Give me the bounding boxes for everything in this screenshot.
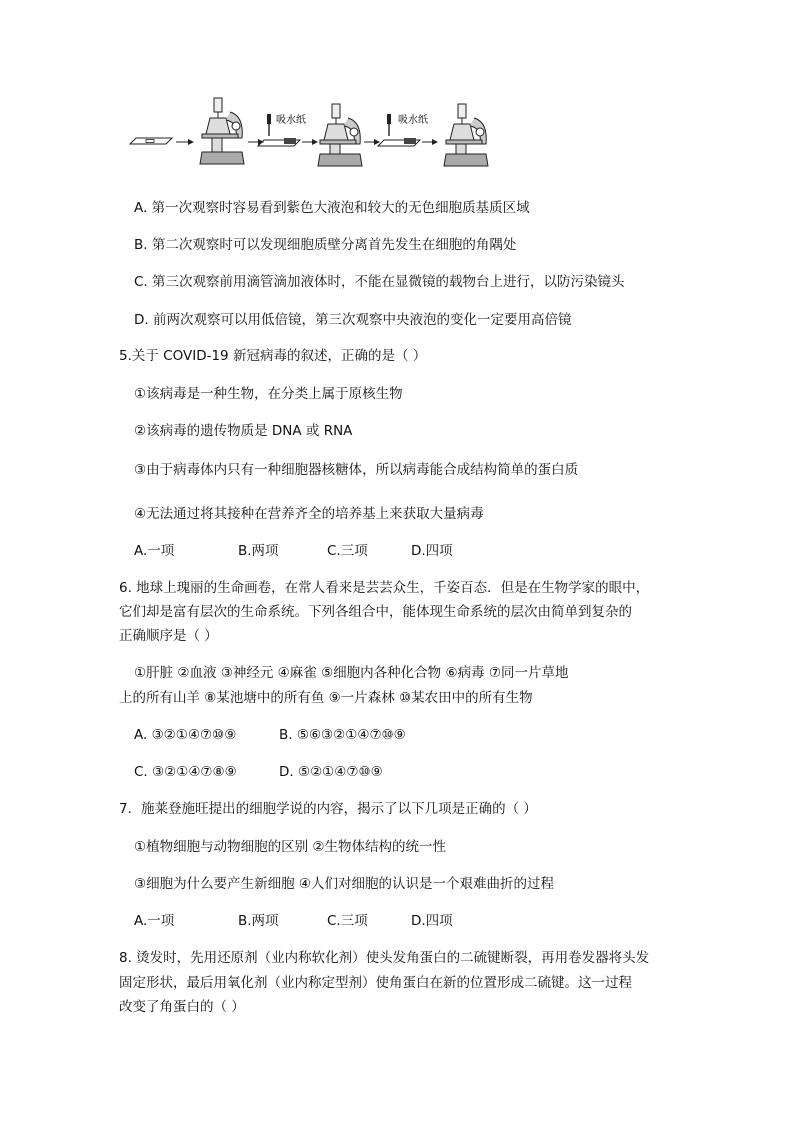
q7-option-b: B.两项 [238, 913, 279, 929]
arrow-icon [176, 139, 194, 145]
microscope-icon [318, 104, 362, 166]
dropper-icon [387, 114, 391, 136]
q6-option-c: C. ③②①④⑦⑧⑨ [134, 764, 237, 780]
arrow-icon [422, 139, 438, 145]
q8-stem-line: 8. 烫发时，先用还原剂（业内称软化剂）使头发角蛋白的二硫键断裂，再用卷发器将头发 [119, 950, 650, 966]
q6-option-d: D. ⑤②①④⑦⑩⑨ [279, 764, 383, 780]
arrow-icon [364, 139, 380, 145]
dropper-icon [267, 114, 271, 136]
q7-items-line: ③细胞为什么要产生新细胞 ④人们对细胞的认识是一个艰难曲折的过程 [134, 876, 554, 892]
microscope-icon [200, 98, 244, 164]
q5-option-c: C.三项 [327, 543, 368, 559]
slide-with-blotting-paper-icon [378, 138, 420, 146]
q5-stem: 5.关于 COVID-19 新冠病毒的叙述，正确的是（ ） [119, 348, 427, 364]
q6-option-b: B. ⑤⑥③②①④⑦⑩⑨ [279, 727, 406, 743]
blotting-paper-label: 吸水纸 [276, 115, 306, 126]
q8-stem-line: 固定形状，最后用氧化剂（业内称定型剂）使角蛋白在新的位置形成二硫键。这一过程 [119, 975, 632, 991]
q5-item: ③由于病毒体内只有一种细胞器核糖体，所以病毒能合成结构简单的蛋白质 [134, 462, 579, 478]
q7-option-a: A.一项 [134, 913, 175, 929]
blotting-paper-label: 吸水纸 [398, 115, 428, 126]
q7-items-line: ①植物细胞与动物细胞的区别 ②生物体结构的统一性 [134, 839, 446, 855]
slide-with-blotting-paper-icon [258, 138, 300, 146]
q6-option-a: A. ③②①④⑦⑩⑨ [134, 727, 237, 743]
q6-stem-line: 6. 地球上瑰丽的生命画卷，在常人看来是芸芸众生，千姿百态．但是在生物学家的眼中， [119, 580, 650, 596]
q5-option-a: A.一项 [134, 543, 175, 559]
microscope-icon [444, 104, 488, 166]
slide-icon [130, 138, 172, 144]
q6-items-line: ①肝脏 ②血液 ③神经元 ④麻雀 ⑤细胞内各种化合物 ⑥病毒 ⑦同一片草地 [134, 665, 569, 681]
q4-option-c: C. 第三次观察前用滴管滴加液体时，不能在显微镜的载物台上进行，以防污染镜头 [134, 274, 625, 290]
q4-option-d: D. 前两次观察可以用低倍镜，第三次观察中央液泡的变化一定要用高倍镜 [134, 312, 572, 328]
q5-option-d: D.四项 [411, 543, 453, 559]
q5-item: ④无法通过将其接种在营养齐全的培养基上来获取大量病毒 [134, 506, 484, 522]
plasmolysis-procedure-diagram [124, 94, 504, 174]
q6-stem-line: 它们却是富有层次的生命系统。下列各组合中，能体现生命系统的层次由简单到复杂的 [119, 604, 632, 620]
q7-option-c: C.三项 [327, 913, 368, 929]
q7-option-d: D.四项 [411, 913, 453, 929]
arrow-icon [302, 139, 318, 145]
q5-option-b: B.两项 [238, 543, 279, 559]
q4-option-b: B. 第二次观察时可以发现细胞质壁分离首先发生在细胞的角隅处 [134, 237, 517, 253]
q8-stem-line: 改变了角蛋白的（ ） [119, 999, 245, 1015]
q5-item: ①该病毒是一种生物，在分类上属于原核生物 [134, 386, 403, 402]
q4-option-a: A. 第一次观察时容易看到紫色大液泡和较大的无色细胞质基质区域 [134, 200, 530, 216]
q5-item: ②该病毒的遗传物质是 DNA 或 RNA [134, 423, 353, 439]
q6-stem-line: 正确顺序是（ ） [119, 628, 218, 644]
q6-items-line: 上的所有山羊 ⑧某池塘中的所有鱼 ⑨一片森林 ⑩某农田中的所有生物 [119, 690, 533, 706]
q7-stem: 7．施莱登施旺提出的细胞学说的内容，揭示了以下几项是正确的（ ） [119, 801, 537, 817]
